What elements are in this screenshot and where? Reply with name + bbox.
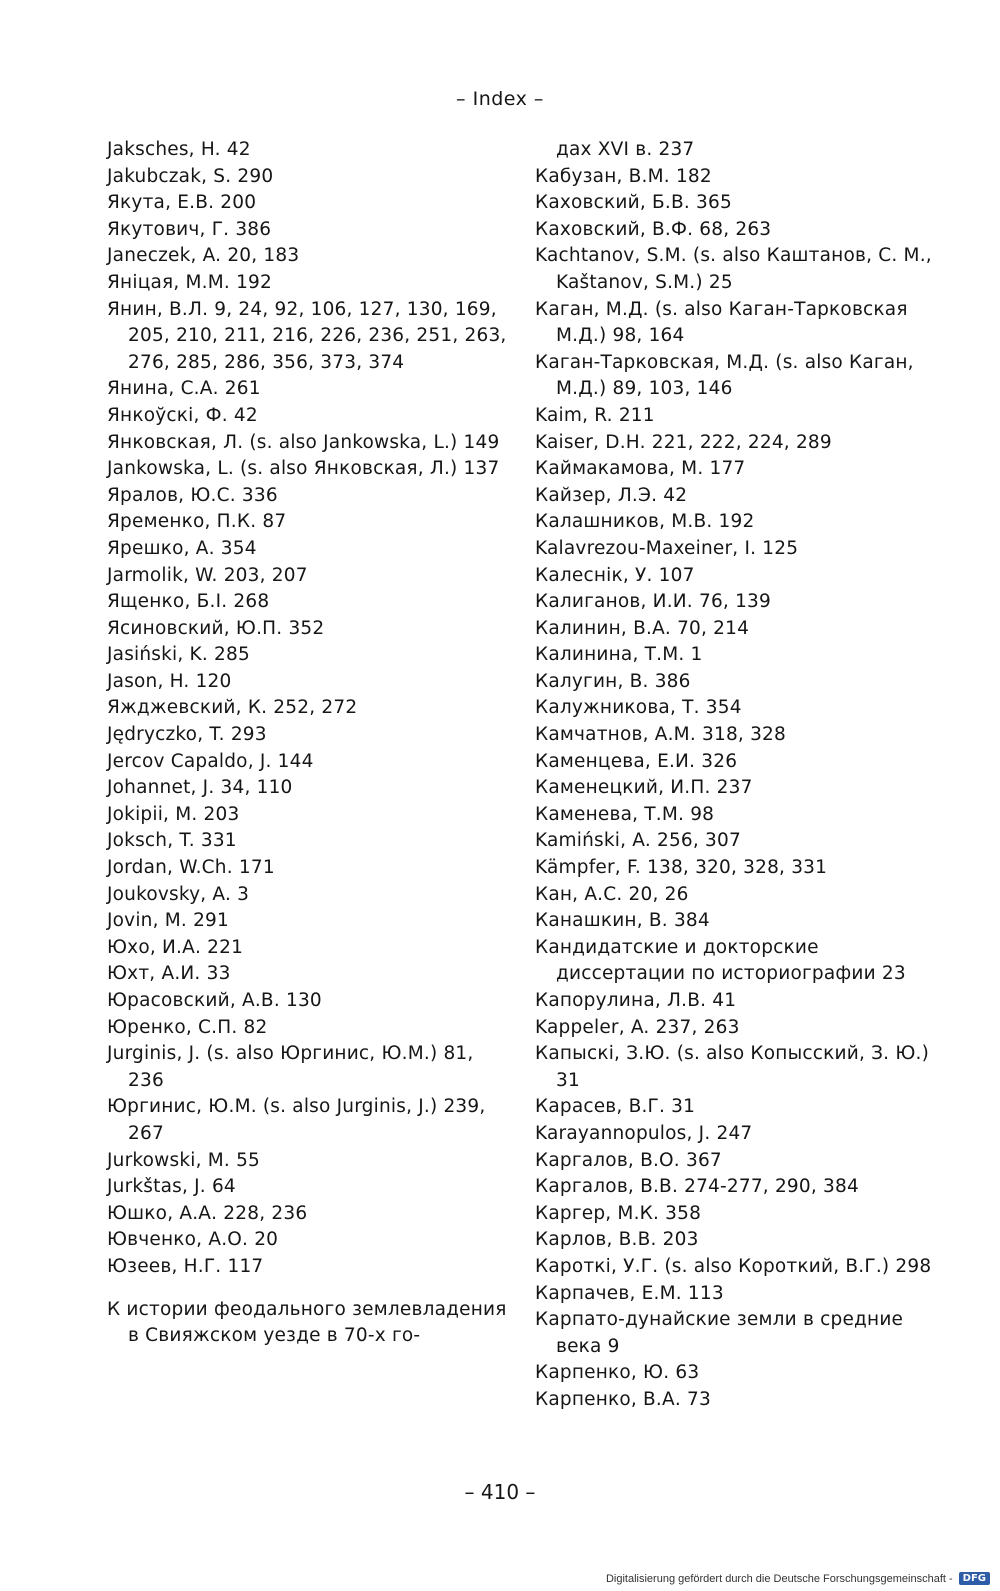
digitization-credit (606, 1572, 990, 1585)
index-entry: Калинина, Т.М. 1 (535, 644, 703, 666)
index-entry: К истории феодального землевладения в Свияжском уезде в 70-х го- (107, 1298, 507, 1347)
index-entry: Каргалов, В.В. 274-277, 290, 384 (535, 1176, 859, 1198)
index-entry: Яніцая, М.М. 192 (107, 271, 272, 293)
index-entry: Johannet, J. 34, 110 (107, 777, 293, 799)
index-entry: Карасев, В.Г. 31 (535, 1096, 696, 1118)
index-entry: Камчатнов, А.М. 318, 328 (535, 724, 786, 746)
credit-text: Digitalisierung gefördert durch die Deutsche Forschungsgemeinschaft - (605, 1572, 953, 1585)
index-entry: Каменецкий, И.П. 237 (535, 777, 753, 799)
index-entry: Jakubczak, S. 290 (107, 165, 274, 187)
index-entry: Янина, С.А. 261 (107, 378, 261, 400)
index-entry: Юзеев, Н.Г. 117 (107, 1255, 264, 1277)
index-entry: Калашников, М.В. 192 (535, 511, 755, 533)
index-entry: Jędryczko, T. 293 (107, 724, 267, 746)
index-entry: Jurginis, J. (s. also Юргинис, Ю.М.) 81, 236 (107, 1043, 474, 1091)
index-entry: Ювченко, А.О. 20 (107, 1229, 279, 1251)
index-entry: Юренко, С.П. 82 (107, 1016, 268, 1038)
index-entry: Karayannopulos, J. 247 (535, 1122, 753, 1144)
index-entry: Карпенко, Ю. 63 (535, 1362, 700, 1384)
index-entry: Яременко, П.К. 87 (107, 511, 287, 533)
index-entry: Юрасовский, А.В. 130 (107, 990, 322, 1011)
index-entry: Ященко, Б.І. 268 (107, 591, 270, 613)
index-entry: Jurkštas, J. 64 (107, 1176, 236, 1198)
index-entry: Kaiser, D.H. 221, 222, 224, 289 (535, 431, 832, 453)
index-entry: Kamiński, A. 256, 307 (535, 830, 741, 852)
index-entry: Янин, В.Л. 9, 24, 92, 106, 127, 130, 169, 205, 210, 211, 216, 226, 236, 251, 263, 276, 285, 286, 356, 373, 374 (107, 298, 507, 373)
index-entry: Каргалов, В.О. 367 (535, 1149, 722, 1171)
index-entry: Янкоўскі, Ф. 42 (107, 404, 258, 426)
index-entry: Jason, H. 120 (107, 670, 232, 692)
index-entry: Kaim, R. 211 (535, 404, 655, 426)
index-entry: Калинин, В.А. 70, 214 (535, 617, 750, 639)
index-entry: Юшко, А.А. 228, 236 (107, 1202, 308, 1224)
index-entry: Капорулина, Л.В. 41 (535, 990, 737, 1011)
index-entry: Каймакамова, М. 177 (535, 458, 746, 480)
index-entry: Яралов, Ю.С. 336 (107, 484, 278, 506)
index-entry: Jercov Capaldo, J. 144 (107, 750, 314, 772)
index-entry: Кан, А.С. 20, 26 (535, 883, 689, 905)
index-entry: Joukovsky, A. 3 (107, 883, 250, 905)
index-entry: Каменцева, Е.И. 326 (535, 750, 738, 772)
index-entry: Яжджевский, К. 252, 272 (107, 697, 358, 719)
dfg-logo: DFG (959, 1572, 990, 1585)
index-entry: Карлов, В.В. 203 (535, 1229, 699, 1251)
page-number: – 410 – (464, 1480, 536, 1504)
index-entry: Янковская, Л. (s. also Jankowska, L.) 149 (107, 431, 500, 453)
index-entry: Jokipii, M. 203 (107, 803, 240, 825)
index-entry: Joksch, T. 331 (107, 830, 237, 852)
index-entry: Jordan, W.Ch. 171 (107, 857, 275, 879)
index-entry: Юргинис, Ю.М. (s. also Jurginis, J.) 239, 267 (107, 1096, 486, 1144)
index-entry: Каган, М.Д. (s. also Каган-Тарковская М.Д.) 98, 164 (535, 298, 908, 347)
index-entry: Юхт, А.И. 33 (107, 963, 231, 985)
index-entry: Кандидатские и докторские диссертации по историографии 23 (535, 936, 906, 985)
index-entry: Карпенко, В.А. 73 (535, 1388, 711, 1410)
index-entry: Карпато-дунайские земли в средние века 9 (535, 1309, 904, 1357)
index-entry: Каменева, Т.М. 98 (535, 803, 715, 825)
index-entry: Каховский, В.Ф. 68, 263 (535, 218, 772, 240)
index-entry: Jurkowski, M. 55 (107, 1149, 261, 1171)
index-entry: Jovin, M. 291 (107, 910, 229, 932)
index-entry: Kachtanov, S.M. (s. also Каштанов, С. М., Kaštanov, S.M.) 25 (535, 245, 932, 293)
index-entry: Калужникова, Т. 354 (535, 697, 742, 719)
index-entry: Каргер, М.К. 358 (535, 1202, 702, 1224)
index-entry: Калугин, В. 386 (535, 670, 691, 692)
index-entry: Kämpfer, F. 138, 320, 328, 331 (535, 857, 828, 879)
index-entry: Ярешко, А. 354 (107, 537, 257, 559)
page-header: – Index – (456, 88, 544, 110)
index-entry: Карпачев, Е.М. 113 (535, 1282, 724, 1304)
index-entry: Канашкин, В. 384 (535, 910, 710, 932)
index-entry: Кайзер, Л.Э. 42 (535, 484, 688, 506)
index-entry: Каган-Тарковская, М.Д. (s. also Каган, М.Д.) 89, 103, 146 (535, 351, 914, 400)
index-entry: Jasiński, K. 285 (107, 644, 250, 666)
index-entry: Jaksches, H. 42 (107, 139, 251, 160)
index-entry: Jarmolik, W. 203, 207 (107, 564, 308, 586)
index-column-left (107, 137, 507, 1350)
index-column-right (535, 137, 935, 1414)
index-entry: Калиганов, И.И. 76, 139 (535, 591, 771, 613)
index-entry: Якутович, Г. 386 (107, 218, 272, 240)
index-entry-continuation: дах XVI в. 237 (556, 139, 695, 160)
index-entry: Janeczek, A. 20, 183 (107, 245, 300, 267)
index-entry: Якута, Е.В. 200 (107, 192, 257, 214)
index-entry: Кабузан, В.М. 182 (535, 165, 712, 187)
index-entry: Kalavrezou-Maxeiner, I. 125 (535, 537, 799, 559)
index-entry: Ясиновский, Ю.П. 352 (107, 617, 325, 639)
index-entry: Юхо, И.А. 221 (107, 936, 244, 958)
index-entry: Jankowska, L. (s. also Янковская, Л.) 137 (107, 458, 500, 480)
index-entry: Kappeler, A. 237, 263 (535, 1016, 740, 1038)
index-entry: Каховский, Б.В. 365 (535, 192, 732, 214)
index-entry: Калеснік, У. 107 (535, 564, 695, 586)
index-entry: Кароткі, У.Г. (s. also Короткий, В.Г.) 298 (535, 1255, 932, 1277)
index-entry: Капыскі, З.Ю. (s. also Копысский, З. Ю.) 31 (535, 1043, 929, 1091)
